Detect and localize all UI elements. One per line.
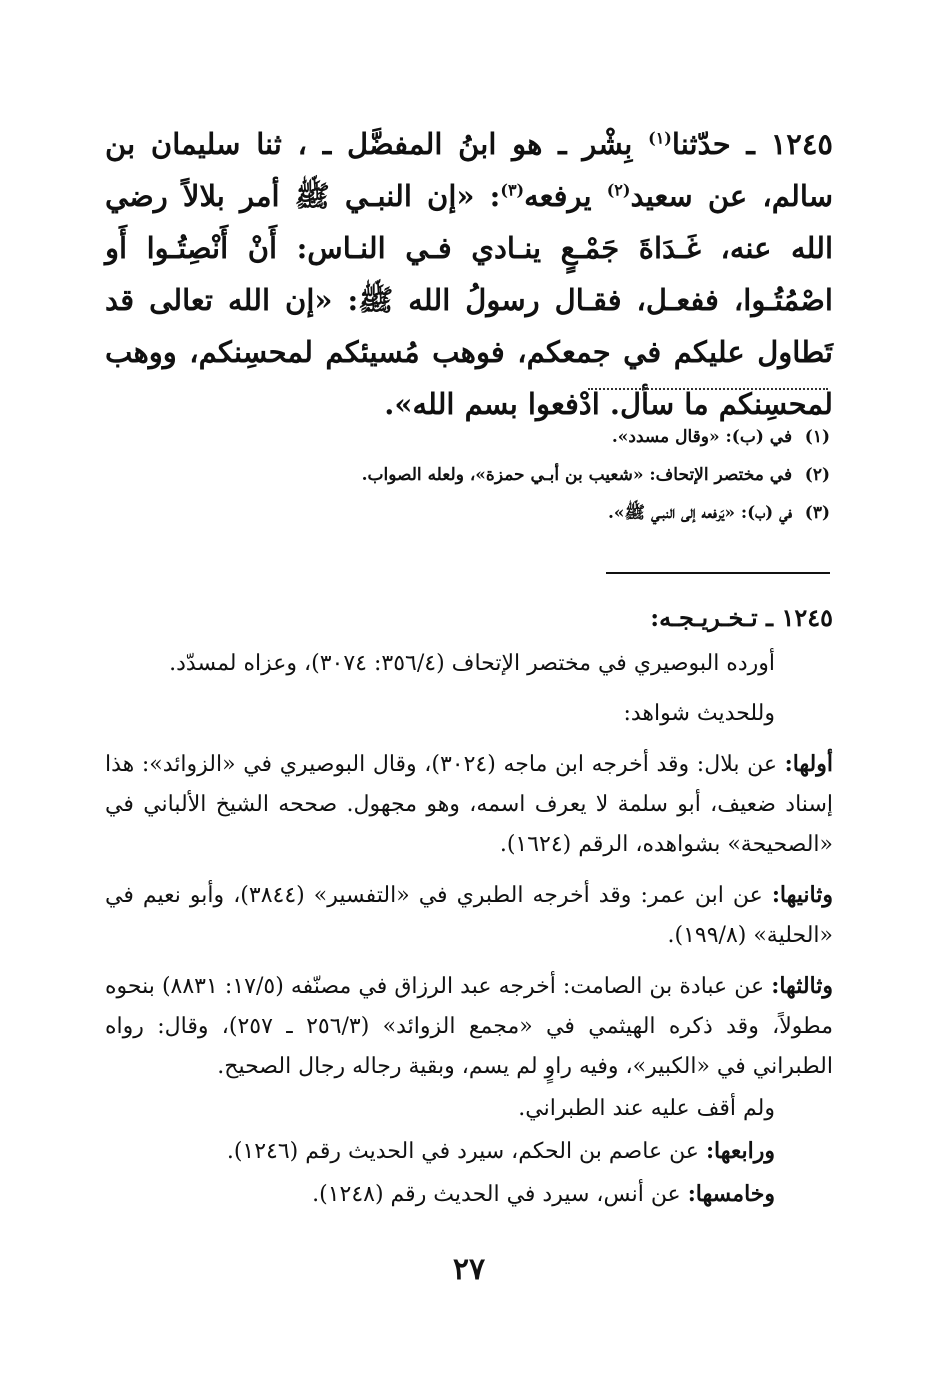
hadith-text-part: : «إن النبـي ﷺ أمر بلالاً رضي الله عنه، غَـدَاةَ جَمْـعٍ ينـادي فـي النـاس: أَنْ أَنْصِتُـوا أَو اصْمُتُـوا، ففعـل، فقـال رسولُ الله ﷺ: «إن الله تعالى قد تَطاول عليكم في جمعكم، فوهب مُسيئكم لمحسِنكم، ووهب لمحسِنكم ما سأل. ادْفعوا بسم الله». [105,179,833,421]
footnote-ref: (١) [648,128,672,148]
takhrij-heading: ١٢٤٥ ـ تـخـريـجـه: [650,603,833,632]
witness-label: وثانيها: [771,882,833,908]
footnote-ref: (٢) [606,180,631,200]
witness-label: ورابعها: [705,1138,775,1164]
takhrij-paragraph: ولم أقف عليه عند الطبراني. [518,1096,775,1121]
witness-text: عن عاصم بن الحكم، سيرد في الحديث رقم (١٢٤٦). [226,1139,706,1164]
hadith-text [105,118,833,430]
footnote [100,494,830,532]
footnotes [100,418,830,532]
footnote [100,418,830,456]
hadith-paragraph [105,118,833,430]
witness-paragraph [105,1131,833,1172]
witness-paragraph [105,875,833,956]
witness-paragraph [105,744,833,865]
takhrij-paragraph: وللحديث شواهد: [623,701,775,726]
witness-text: عن بلال: وقد أخرجه ابن ماجه (٣٠٢٤)، وقال البوصيري في «الزوائد»: هذا إسناد ضعيف، أبو سلمة لا يعرف اسمه، وهو مجهول. صححه الشيخ الألباني في «الصحيحة» بشواهده، الرقم (١٦٢٤). [105,752,833,857]
footnote-number: (٢) [804,465,830,485]
footnote-number: (١) [804,427,830,447]
footnote-separator [588,388,828,390]
takhrij-paragraph: أورده البوصيري في مختصر الإتحاف (٣٥٦/٤: ٣٠٧٤)، وعزاه لمسدّد. [169,651,775,676]
witness-label: وثالثها: [771,973,833,999]
section-divider [606,572,830,574]
page-number: ٢٧ [452,1252,486,1287]
hadith-text-part: بِشْر ـ هو ابنُ المفضَّل ـ ، ثنا سليمان بن سالم، عن سعيد [105,127,833,213]
footnote-text: في (ب): «وقال مسدد». [611,427,793,447]
footnote-number: (٣) [804,503,830,523]
hadith-number: ١٢٤٥ [770,127,833,161]
footnote-ref: (٣) [500,180,525,200]
witness-text: عن أنس، سيرد في الحديث رقم (١٢٤٨). [312,1182,688,1207]
witness-paragraph [105,1174,833,1215]
hadith-text-part: ـ حدّثنا [671,127,755,161]
witness-label: وخامسها: [687,1181,775,1207]
witness-text: عن عبادة بن الصامت: أخرجه عبد الرزاق في مصنّفه (١٧/٥: ٨٨٣١) بنحوه مطولاً، وقد ذكره الهيثمي في «مجمع الزوائد» (٢٥٦/٣ ـ ٢٥٧)، وقال: رواه الطبراني في «الكبير»، وفيه راوٍ لم يسم، وبقية رجاله رجال الصحيح. [105,974,833,1079]
hadith-text-part: يرفعه [524,179,607,213]
footnote [100,456,830,494]
witness-paragraph [105,966,833,1087]
takhrij-section [105,598,833,1217]
witness-text: عن ابن عمر: وقد أخرجه الطبري في «التفسير» (٣٨٤٤)، وأبو نعيم في «الحلية» (١٩٩/٨). [105,883,833,948]
witness-label: أولها: [784,751,833,777]
footnote-text: في مختصر الإتحاف: «شعيب بن أبـي حمزة»، ولعله الصواب. [361,465,793,485]
footnote-text: في (ب): «يَرفعه إلى النبـي ﷺ». [608,503,793,523]
